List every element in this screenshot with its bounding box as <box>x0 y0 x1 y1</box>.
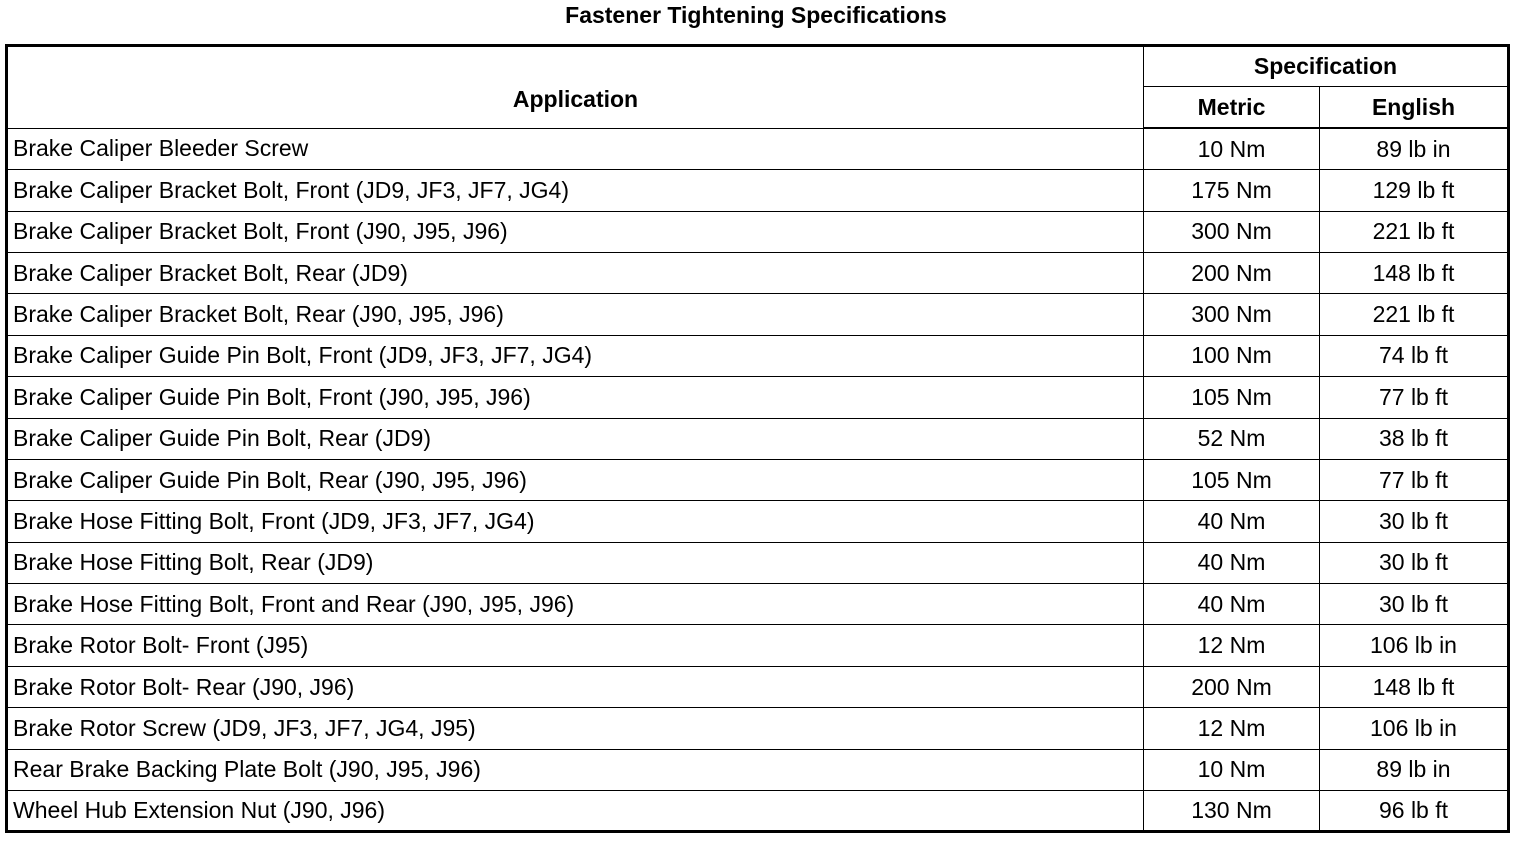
table-row <box>7 584 1509 625</box>
application-cell: Brake Caliper Bracket Bolt, Rear (J90, J95, J96) <box>7 294 1144 335</box>
metric-cell: 100 Nm <box>1144 335 1320 376</box>
fastener-spec-table <box>5 44 1510 833</box>
english-column-header: English <box>1320 87 1509 128</box>
table-row <box>7 335 1509 376</box>
application-cell: Brake Rotor Bolt- Rear (J90, J96) <box>7 666 1144 707</box>
table-row <box>7 666 1509 707</box>
application-cell: Brake Caliper Guide Pin Bolt, Rear (JD9) <box>7 418 1144 459</box>
english-cell: 106 lb in <box>1320 625 1509 666</box>
application-cell: Brake Caliper Guide Pin Bolt, Rear (J90, J95, J96) <box>7 459 1144 500</box>
english-cell: 221 lb ft <box>1320 294 1509 335</box>
english-cell: 30 lb ft <box>1320 584 1509 625</box>
metric-cell: 12 Nm <box>1144 708 1320 749</box>
metric-cell: 300 Nm <box>1144 211 1320 252</box>
metric-cell: 175 Nm <box>1144 170 1320 211</box>
table-row <box>7 459 1509 500</box>
metric-cell: 52 Nm <box>1144 418 1320 459</box>
english-cell: 89 lb in <box>1320 128 1509 169</box>
english-cell: 106 lb in <box>1320 708 1509 749</box>
table-row <box>7 542 1509 583</box>
metric-cell: 200 Nm <box>1144 666 1320 707</box>
table-row <box>7 252 1509 293</box>
metric-column-header: Metric <box>1144 87 1320 128</box>
metric-cell: 40 Nm <box>1144 584 1320 625</box>
metric-cell: 200 Nm <box>1144 252 1320 293</box>
metric-cell: 105 Nm <box>1144 459 1320 500</box>
english-cell: 38 lb ft <box>1320 418 1509 459</box>
metric-cell: 105 Nm <box>1144 377 1320 418</box>
table-row <box>7 501 1509 542</box>
application-cell: Brake Caliper Bracket Bolt, Front (JD9, JF3, JF7, JG4) <box>7 170 1144 211</box>
table-row <box>7 749 1509 790</box>
table-row <box>7 708 1509 749</box>
table-header <box>7 46 1509 129</box>
application-cell: Brake Caliper Bleeder Screw <box>7 128 1144 169</box>
english-cell: 89 lb in <box>1320 749 1509 790</box>
application-cell: Brake Hose Fitting Bolt, Front (JD9, JF3, JF7, JG4) <box>7 501 1144 542</box>
metric-cell: 10 Nm <box>1144 749 1320 790</box>
english-cell: 77 lb ft <box>1320 377 1509 418</box>
application-cell: Brake Rotor Screw (JD9, JF3, JF7, JG4, J95) <box>7 708 1144 749</box>
application-cell: Brake Hose Fitting Bolt, Rear (JD9) <box>7 542 1144 583</box>
table-row <box>7 791 1509 832</box>
metric-cell: 10 Nm <box>1144 128 1320 169</box>
metric-cell: 300 Nm <box>1144 294 1320 335</box>
english-cell: 77 lb ft <box>1320 459 1509 500</box>
metric-cell: 12 Nm <box>1144 625 1320 666</box>
table-row <box>7 418 1509 459</box>
metric-cell: 40 Nm <box>1144 501 1320 542</box>
english-cell: 74 lb ft <box>1320 335 1509 376</box>
table-row <box>7 170 1509 211</box>
english-cell: 148 lb ft <box>1320 252 1509 293</box>
table-row <box>7 377 1509 418</box>
application-cell: Rear Brake Backing Plate Bolt (J90, J95, J96) <box>7 749 1144 790</box>
metric-cell: 40 Nm <box>1144 542 1320 583</box>
table-row <box>7 294 1509 335</box>
table-row <box>7 128 1509 169</box>
application-cell: Brake Rotor Bolt- Front (J95) <box>7 625 1144 666</box>
application-cell: Brake Caliper Guide Pin Bolt, Front (J90, J95, J96) <box>7 377 1144 418</box>
table-body <box>7 128 1509 832</box>
table-row <box>7 625 1509 666</box>
application-cell: Brake Caliper Bracket Bolt, Rear (JD9) <box>7 252 1144 293</box>
english-cell: 30 lb ft <box>1320 501 1509 542</box>
english-cell: 148 lb ft <box>1320 666 1509 707</box>
application-cell: Brake Hose Fitting Bolt, Front and Rear (J90, J95, J96) <box>7 584 1144 625</box>
page-title: Fastener Tightening Specifications <box>565 2 947 28</box>
application-cell: Brake Caliper Bracket Bolt, Front (J90, J95, J96) <box>7 211 1144 252</box>
specification-column-header: Specification <box>1144 46 1509 87</box>
application-column-header: Application <box>7 46 1144 129</box>
application-cell: Brake Caliper Guide Pin Bolt, Front (JD9, JF3, JF7, JG4) <box>7 335 1144 376</box>
table-row <box>7 211 1509 252</box>
english-cell: 96 lb ft <box>1320 791 1509 832</box>
english-cell: 30 lb ft <box>1320 542 1509 583</box>
english-cell: 129 lb ft <box>1320 170 1509 211</box>
english-cell: 221 lb ft <box>1320 211 1509 252</box>
application-cell: Wheel Hub Extension Nut (J90, J96) <box>7 791 1144 832</box>
metric-cell: 130 Nm <box>1144 791 1320 832</box>
